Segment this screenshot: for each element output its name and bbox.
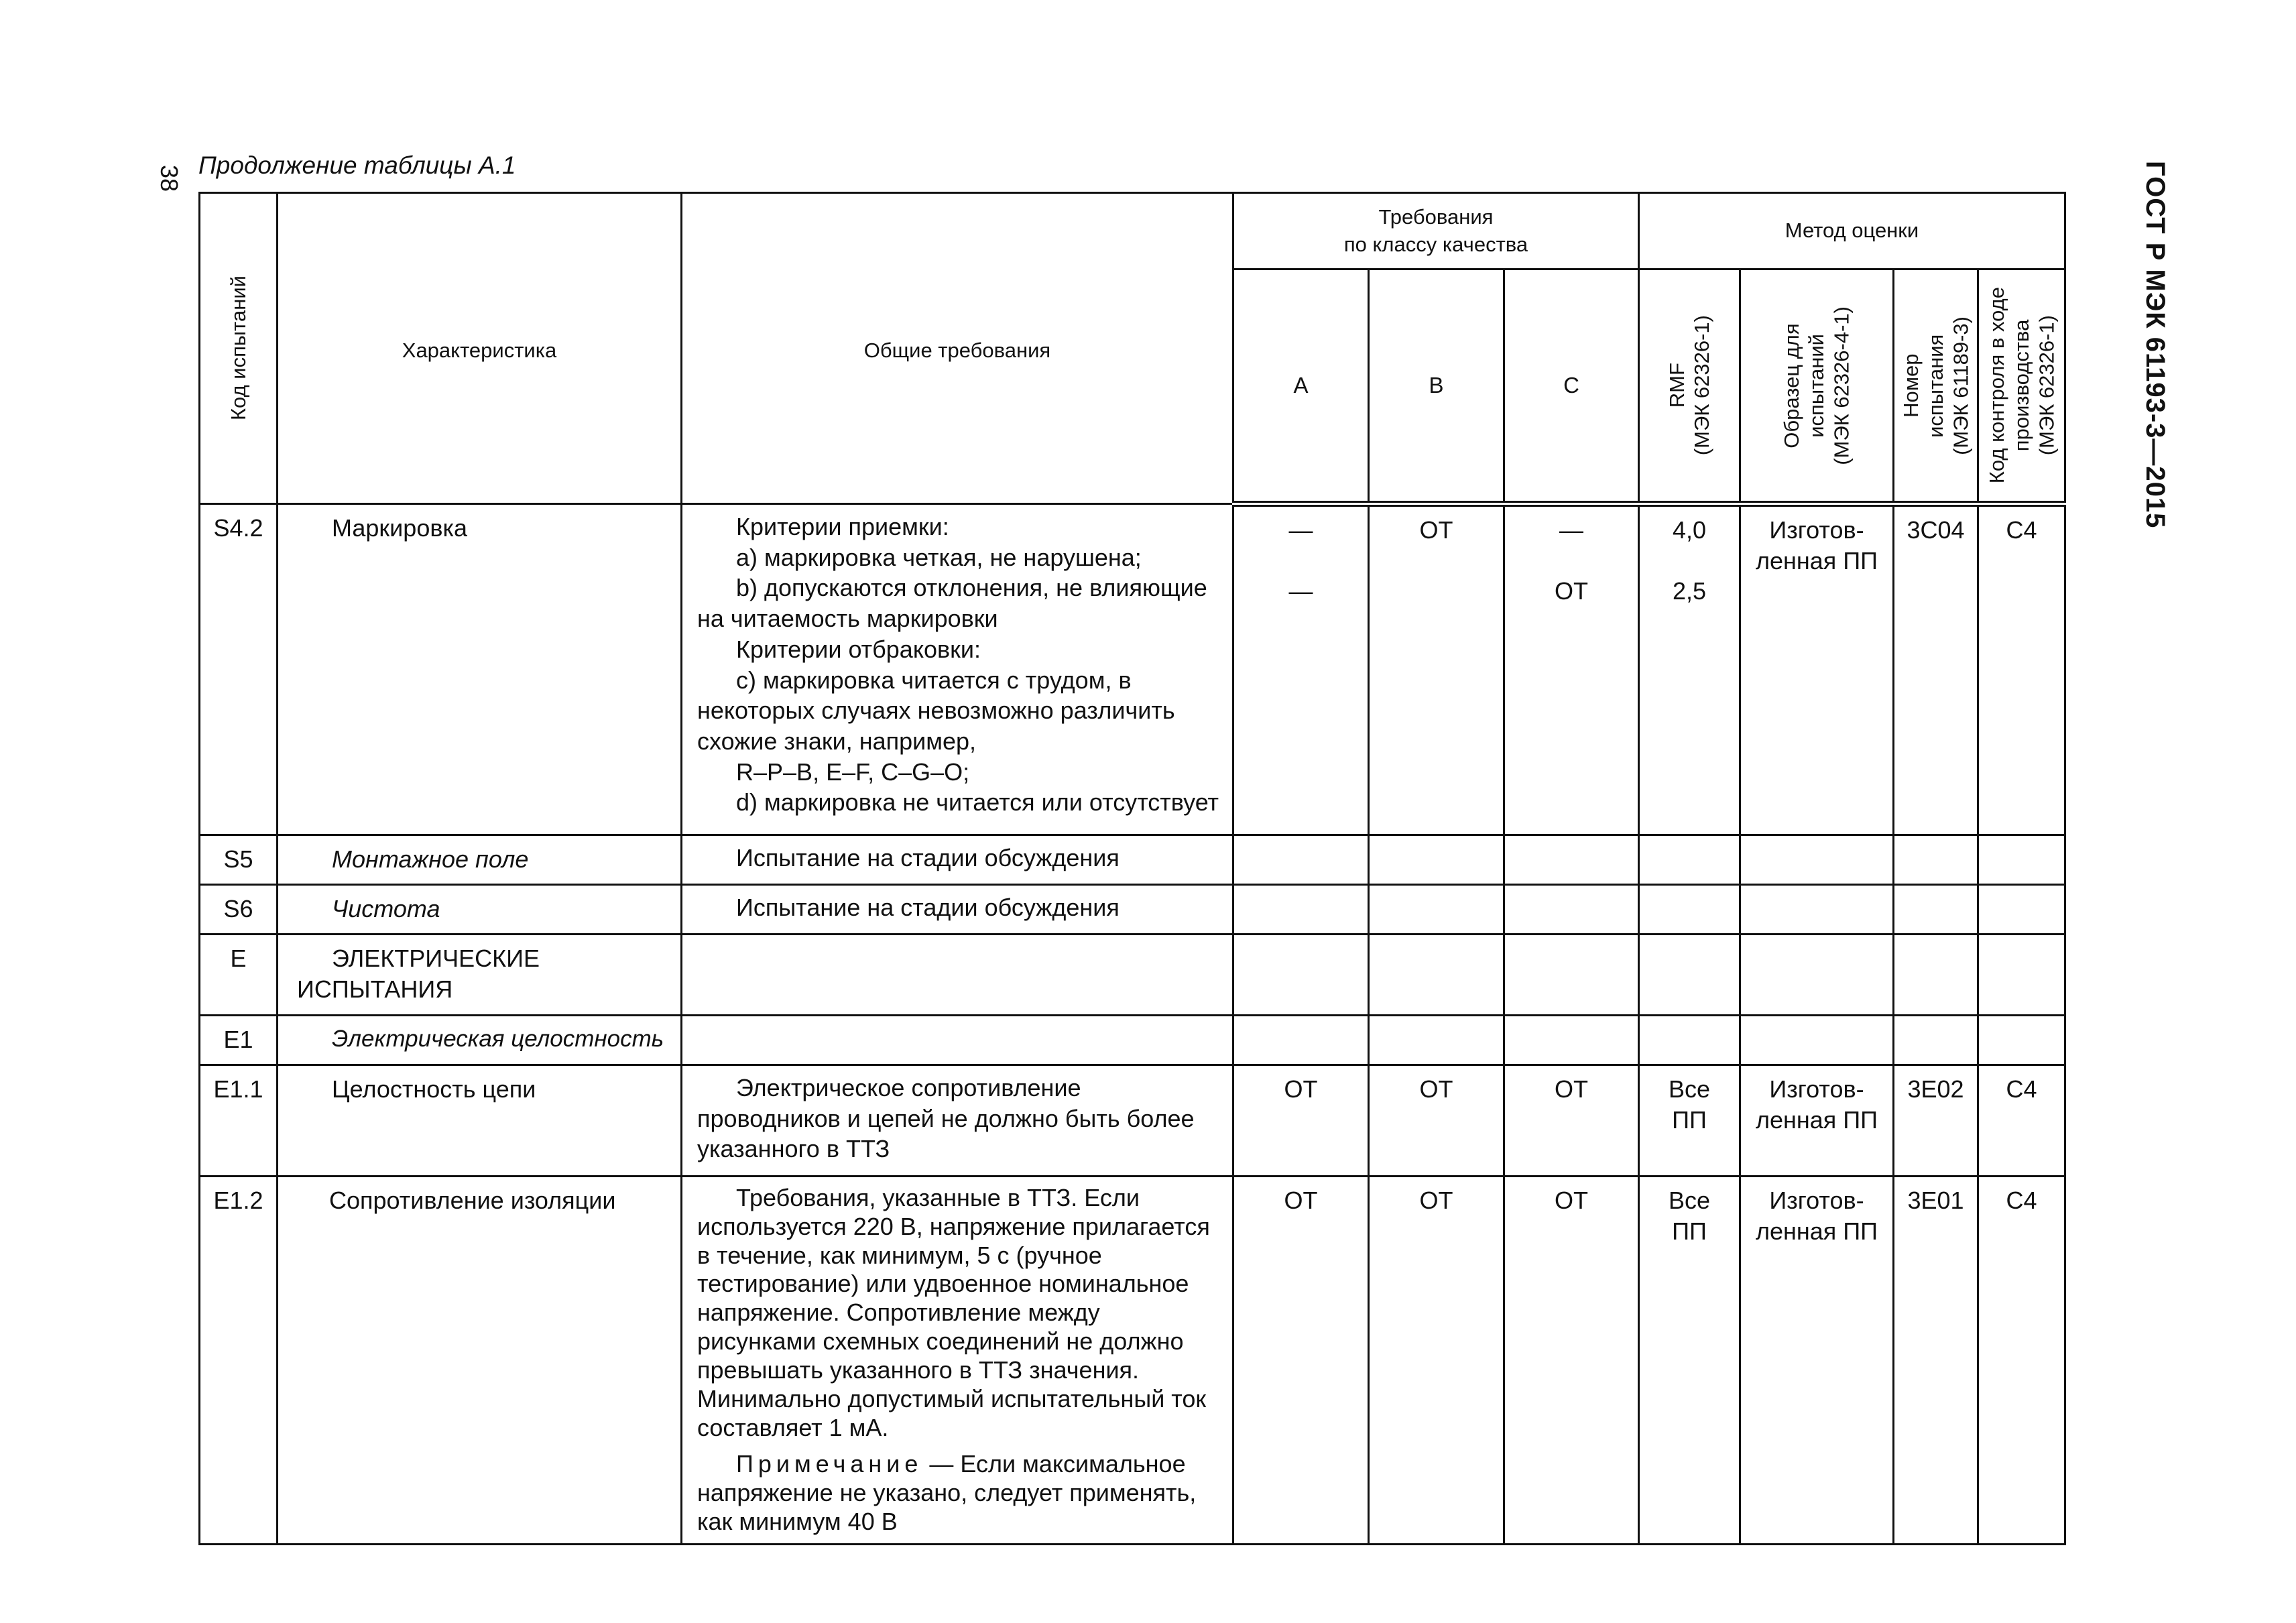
header-rmf: RMF (МЭК 62326-1) xyxy=(1639,269,1740,504)
table-row xyxy=(200,935,2065,1016)
row-sample: Изготов- ленная ПП xyxy=(1740,504,1894,835)
header-sample: Образец для испытаний (МЭК 62326-4-1) xyxy=(1740,269,1894,504)
row-characteristic: Монтажное поле xyxy=(278,835,682,885)
row-code: E1.2 xyxy=(200,1177,278,1545)
row-characteristic: Маркировка xyxy=(278,504,682,835)
header-quality-group: Требования по классу качества xyxy=(1233,193,1639,269)
row-class-b: ОТ xyxy=(1369,504,1504,835)
header-class-c: C xyxy=(1504,269,1639,504)
row-rmf: 4,0 2,5 xyxy=(1639,504,1740,835)
requirements-table xyxy=(198,192,2066,1545)
table-row xyxy=(200,1016,2065,1065)
document-title: ГОСТ Р МЭК 61193-3—2015 xyxy=(2140,161,2170,529)
table-row xyxy=(200,504,2065,835)
row-code: S6 xyxy=(200,885,278,935)
row-sample: Изготов- ленная ПП xyxy=(1740,1177,1894,1545)
row-test-number: 3С04 xyxy=(1894,504,1978,835)
row-requirements: Испытание на стадии обсуждения xyxy=(682,885,1233,935)
row-class-a: ОТ xyxy=(1233,1177,1369,1545)
row-requirements: Требования, указанные в ТТЗ. Если используется 220 В, напряжение прилагается в течение, как минимум, 5 с (ручное тестирование) или удвоенное номинальное напряжение. Сопротивление между рисунками схемных соединений не должно превышать указанного в ТТЗ значения. Минимально допустимый испытательный ток составляет 1 мА. Примечание — Если максимальное напряжение не указано, следует применять, как минимум 40 В xyxy=(682,1177,1233,1545)
row-code: E1.1 xyxy=(200,1065,278,1177)
row-note: Примечание — Если максимальное напряжение не указано, следует применять, как минимум 40 В xyxy=(697,1450,1197,1536)
header-general: Общие требования xyxy=(682,193,1233,504)
page-number: 38 xyxy=(156,164,183,192)
header-characteristic: Характеристика xyxy=(278,193,682,504)
row-characteristic: Электрическая целостность xyxy=(278,1016,682,1065)
row-characteristic: Целостность цепи xyxy=(278,1065,682,1177)
table-row xyxy=(200,885,2065,935)
row-code: S4.2 xyxy=(200,504,278,835)
row-code: E1 xyxy=(200,1016,278,1065)
row-class-b: ОТ xyxy=(1369,1065,1504,1177)
row-test-number: 3Е02 xyxy=(1894,1065,1978,1177)
row-requirements: Испытание на стадии обсуждения xyxy=(682,835,1233,885)
row-class-a: ОТ xyxy=(1233,1065,1369,1177)
row-class-c: ОТ xyxy=(1504,1065,1639,1177)
row-characteristic: ЭЛЕКТРИЧЕСКИЕ ИСПЫТАНИЯ xyxy=(278,935,682,1016)
row-requirements: Критерии приемки: а) маркировка четкая, не нарушена; b) допускаются отклонения, не влияющие на читаемость маркировки Критерии отбраковки: с) маркировка читается с трудом, в некоторых случаях невозможно различить схожие знаки, например, R–P–B, E–F, C–G–O; d) маркировка не читается или отсутствует xyxy=(682,504,1233,835)
table-caption: Продолжение таблицы А.1 xyxy=(198,152,516,179)
header-test-number: Номер испытания (МЭК 61189-3) xyxy=(1894,269,1978,504)
row-control-code: C4 xyxy=(1978,1177,2065,1545)
row-control-code: C4 xyxy=(1978,1065,2065,1177)
row-rmf: Все ПП xyxy=(1639,1177,1740,1545)
row-characteristic: Чистота xyxy=(278,885,682,935)
header-control-code: Код контроля в ходе производства (МЭК 62326-1) xyxy=(1978,269,2065,504)
row-test-number: 3Е01 xyxy=(1894,1177,1978,1545)
row-class-b: ОТ xyxy=(1369,1177,1504,1545)
table-row xyxy=(200,835,2065,885)
table-row xyxy=(200,1177,2065,1545)
row-class-c: — ОТ xyxy=(1504,504,1639,835)
header-method-group: Метод оценки xyxy=(1639,193,2065,269)
row-code: E xyxy=(200,935,278,1016)
header-class-b: B xyxy=(1369,269,1504,504)
row-control-code: C4 xyxy=(1978,504,2065,835)
row-sample: Изготов- ленная ПП xyxy=(1740,1065,1894,1177)
header-code: Код испытаний xyxy=(200,193,278,504)
header-class-a: A xyxy=(1233,269,1369,504)
row-rmf: Все ПП xyxy=(1639,1065,1740,1177)
row-characteristic: Сопротивление изоляции xyxy=(278,1177,682,1545)
row-requirements: Электрическое сопротивление проводников и цепей не должно быть более указанного в ТТЗ xyxy=(682,1065,1233,1177)
table-row xyxy=(200,1065,2065,1177)
row-code: S5 xyxy=(200,835,278,885)
row-class-a: — — xyxy=(1233,504,1369,835)
row-class-c: ОТ xyxy=(1504,1177,1639,1545)
